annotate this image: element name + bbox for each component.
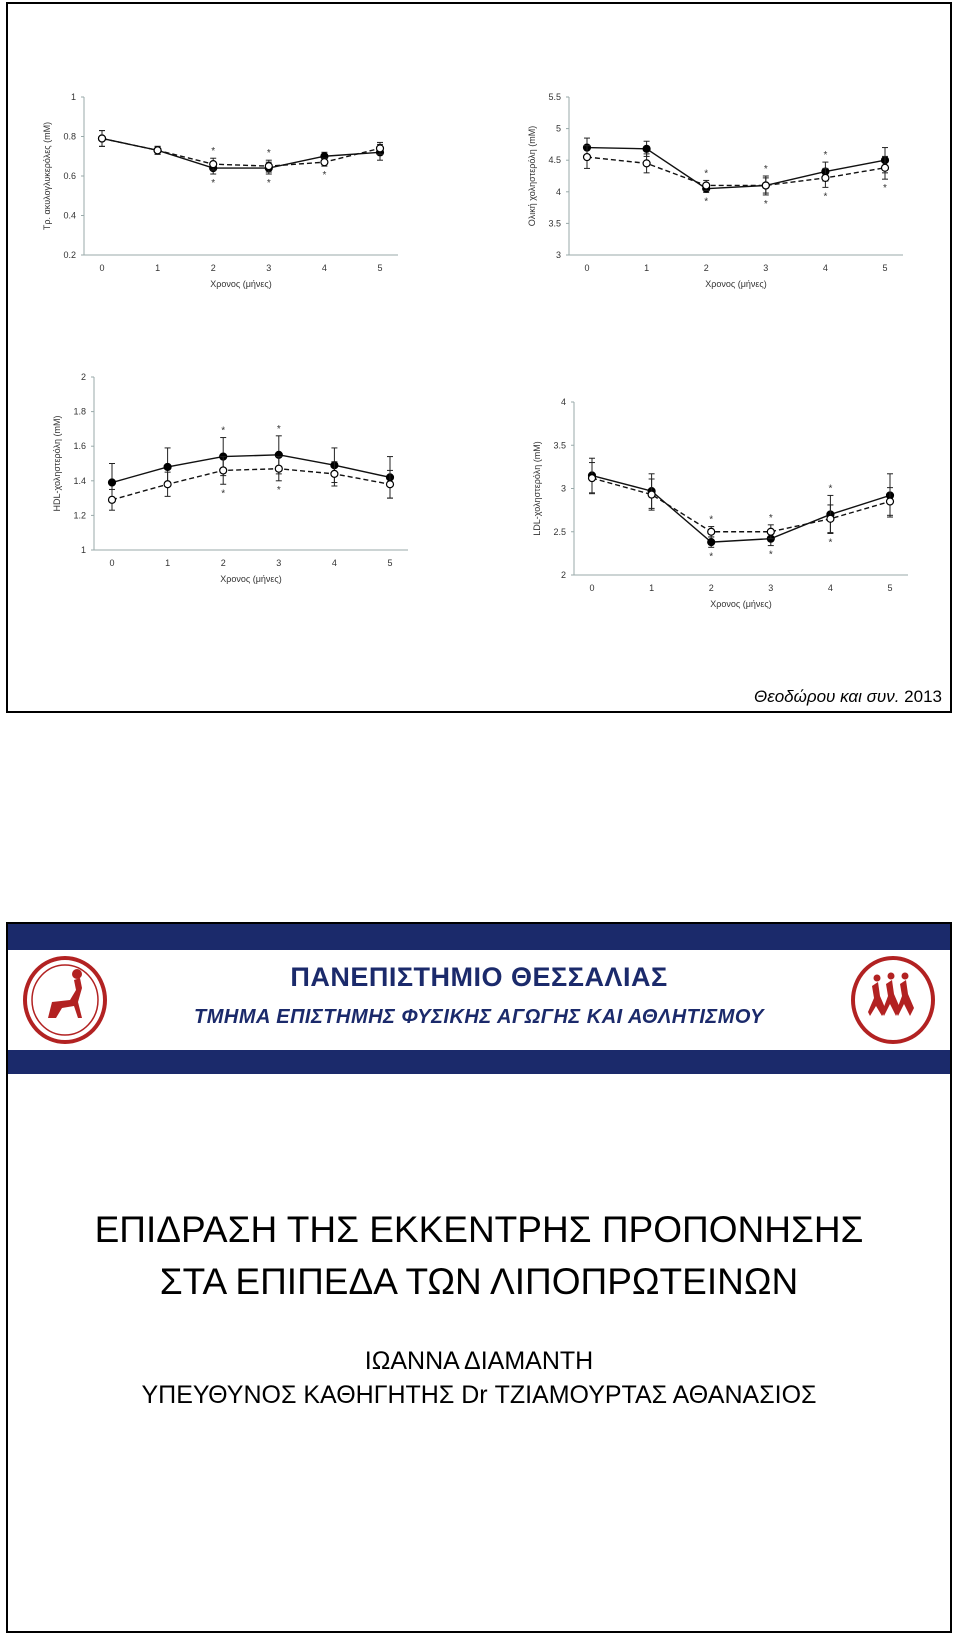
data-point-filled xyxy=(708,539,715,546)
data-point-open xyxy=(154,147,161,154)
data-point-open xyxy=(377,145,384,152)
y-tick-label: 5.5 xyxy=(548,92,561,102)
x-tick-label: 4 xyxy=(822,263,828,273)
chart-total-cholesterol xyxy=(523,89,923,299)
x-tick-label: 1 xyxy=(644,263,650,273)
data-point-filled xyxy=(164,463,171,470)
x-tick-label: 2 xyxy=(220,558,226,568)
data-point-open xyxy=(708,528,715,535)
data-point-open xyxy=(275,465,282,472)
significance-star: * xyxy=(704,196,709,208)
data-point-open xyxy=(767,528,774,535)
data-point-filled xyxy=(109,479,116,486)
banner-department-name: ΤΜΗΜΑ ΕΠΙΣΤΗΜΗΣ ΦΥΣΙΚΗΣ ΑΓΩΓΗΣ ΚΑΙ ΑΘΛΗΤΙΣΜΟΥ xyxy=(194,1006,764,1028)
significance-star: * xyxy=(768,512,773,524)
y-tick-label: 1 xyxy=(70,92,76,102)
significance-star: * xyxy=(704,168,709,180)
chart-1-svg xyxy=(523,89,923,299)
data-point-open xyxy=(164,481,171,488)
x-tick-label: 5 xyxy=(882,263,888,273)
x-axis-label: Χρονος (μήνες) xyxy=(210,279,272,289)
x-tick-label: 2 xyxy=(703,263,709,273)
x-axis-label: Χρονος (μήνες) xyxy=(220,574,282,584)
chart-ldl-cholesterol xyxy=(528,394,928,619)
significance-star: * xyxy=(211,146,216,158)
x-tick-label: 3 xyxy=(763,263,769,273)
significance-star: * xyxy=(763,198,768,210)
significance-star: * xyxy=(221,488,226,500)
y-axis-label: HDL-χοληστερόλη (mM) xyxy=(52,415,62,512)
y-tick-label: 0.8 xyxy=(63,131,76,142)
x-tick-label: 5 xyxy=(387,558,393,568)
y-tick-label: 2 xyxy=(560,570,566,580)
significance-star: * xyxy=(823,150,828,162)
author-name: ΙΩΑΝΝΑ ΔΙΑΜΑΝΤΗ xyxy=(364,1347,594,1375)
chart-2-svg xyxy=(48,369,428,594)
data-point-open xyxy=(762,182,769,189)
significance-star: * xyxy=(211,178,216,190)
series-line-open xyxy=(587,157,885,185)
series-line-open xyxy=(112,469,390,500)
data-point-open xyxy=(887,498,894,505)
data-point-filled xyxy=(643,145,650,152)
chart-hdl-cholesterol xyxy=(48,369,428,594)
x-axis-label: Χρονος (μήνες) xyxy=(710,599,772,609)
x-tick-label: 1 xyxy=(649,583,655,593)
slide-title xyxy=(6,922,952,1633)
data-point-open xyxy=(265,163,272,170)
x-tick-label: 2 xyxy=(210,263,216,273)
y-tick-label: 4 xyxy=(555,186,561,197)
y-tick-label: 1.4 xyxy=(73,475,86,486)
banner-bottom-band xyxy=(8,1050,950,1074)
significance-star: * xyxy=(276,423,281,435)
x-tick-label: 0 xyxy=(584,263,590,273)
y-tick-label: 1.8 xyxy=(73,406,86,417)
x-tick-label: 0 xyxy=(99,263,105,273)
y-tick-label: 3 xyxy=(555,250,561,260)
presentation-title-line2: ΣΤΑ ΕΠΙΠΕΔΑ ΤΩΝ ΛΙΠΟΠΡΩΤΕΙΝΩΝ xyxy=(159,1261,799,1302)
significance-star: * xyxy=(266,148,271,160)
citation-year: 2013 xyxy=(904,687,942,706)
x-tick-label: 4 xyxy=(331,558,337,568)
y-tick-label: 3.5 xyxy=(553,440,566,451)
y-tick-label: 0.6 xyxy=(63,171,76,181)
significance-star: * xyxy=(768,549,773,561)
significance-star: * xyxy=(828,537,833,549)
series-line-filled xyxy=(112,455,390,483)
slide-charts xyxy=(6,2,952,713)
x-tick-label: 4 xyxy=(321,263,327,273)
significance-star: * xyxy=(276,484,281,496)
data-point-open xyxy=(648,491,655,498)
data-point-open xyxy=(822,174,829,181)
x-tick-label: 1 xyxy=(165,558,171,568)
data-point-open xyxy=(584,154,591,161)
data-point-open xyxy=(210,161,217,168)
x-tick-label: 0 xyxy=(109,558,115,568)
data-point-open xyxy=(882,164,889,171)
x-tick-label: 5 xyxy=(887,583,893,593)
y-tick-label: 4 xyxy=(560,397,566,407)
presentation-title-line1: ΕΠΙΔΡΑΣΗ ΤΗΣ ΕΚΚΕΝΤΡΗΣ ΠΡΟΠΟΝΗΣΗΣ xyxy=(94,1209,864,1250)
significance-star: * xyxy=(709,514,714,526)
x-tick-label: 3 xyxy=(266,263,272,273)
banner-top-band xyxy=(8,924,950,950)
y-tick-label: 4.5 xyxy=(548,155,561,166)
significance-star: * xyxy=(221,425,226,437)
y-tick-label: 0.2 xyxy=(63,250,76,260)
y-tick-label: 1.6 xyxy=(73,441,86,452)
data-point-open xyxy=(220,467,227,474)
citation-authors: Θεοδώρου και συν. xyxy=(754,687,900,706)
citation-credit xyxy=(754,687,942,707)
university-banner xyxy=(8,924,950,1076)
data-point-open xyxy=(827,515,834,522)
series-line-filled xyxy=(587,148,885,189)
y-tick-label: 1 xyxy=(80,545,86,555)
series-line-open xyxy=(102,138,380,166)
x-tick-label: 0 xyxy=(589,583,595,593)
data-point-open xyxy=(703,182,710,189)
significance-star: * xyxy=(763,164,768,175)
significance-star: * xyxy=(709,551,714,563)
y-tick-label: 0.4 xyxy=(63,210,76,221)
significance-star: * xyxy=(823,191,828,203)
x-tick-label: 1 xyxy=(155,263,161,273)
y-tick-label: 2 xyxy=(80,372,86,382)
data-point-open xyxy=(331,470,338,477)
x-tick-label: 4 xyxy=(827,583,833,593)
y-axis-label: LDL-χοληστερόλη (mM) xyxy=(532,441,542,536)
significance-star: * xyxy=(828,483,833,495)
x-tick-label: 3 xyxy=(768,583,774,593)
y-tick-label: 2.5 xyxy=(553,526,566,537)
x-axis-label: Χρονος (μήνες) xyxy=(705,279,767,289)
x-tick-label: 5 xyxy=(377,263,383,273)
data-point-open xyxy=(109,496,116,503)
x-tick-label: 3 xyxy=(276,558,282,568)
data-point-open xyxy=(643,160,650,167)
series-line-open xyxy=(592,478,890,532)
significance-star: * xyxy=(322,170,327,182)
data-point-open xyxy=(321,159,328,166)
series-line-filled xyxy=(102,138,380,168)
y-tick-label: 1.2 xyxy=(73,510,86,521)
y-axis-label: Ολική χοληστερόλη (mM) xyxy=(527,125,537,227)
y-tick-label: 5 xyxy=(555,123,561,134)
significance-star: * xyxy=(883,183,887,195)
data-point-open xyxy=(387,481,394,488)
y-axis-label: Τρ. ακυλογλυκερόλες (mM) xyxy=(42,121,52,231)
chart-3-svg xyxy=(528,394,928,619)
supervisor-name: ΥΠΕΥΘΥΝΟΣ ΚΑΘΗΓΗΤΗΣ Dr ΤΖΙΑΜΟΥΡΤΑΣ ΑΘΑΝΑΣΙΟΣ xyxy=(141,1381,817,1409)
chart-0-svg xyxy=(38,89,418,299)
data-point-open xyxy=(589,475,596,482)
y-tick-label: 3 xyxy=(560,483,566,494)
data-point-open xyxy=(99,135,106,142)
chart-triglycerides xyxy=(38,89,418,299)
x-tick-label: 2 xyxy=(708,583,714,593)
banner-university-name: ΠΑΝΕΠΙΣΤΗΜΙΟ ΘΕΣΣΑΛΙΑΣ xyxy=(290,962,668,992)
y-tick-label: 3.5 xyxy=(548,218,561,229)
significance-star: * xyxy=(266,178,271,190)
